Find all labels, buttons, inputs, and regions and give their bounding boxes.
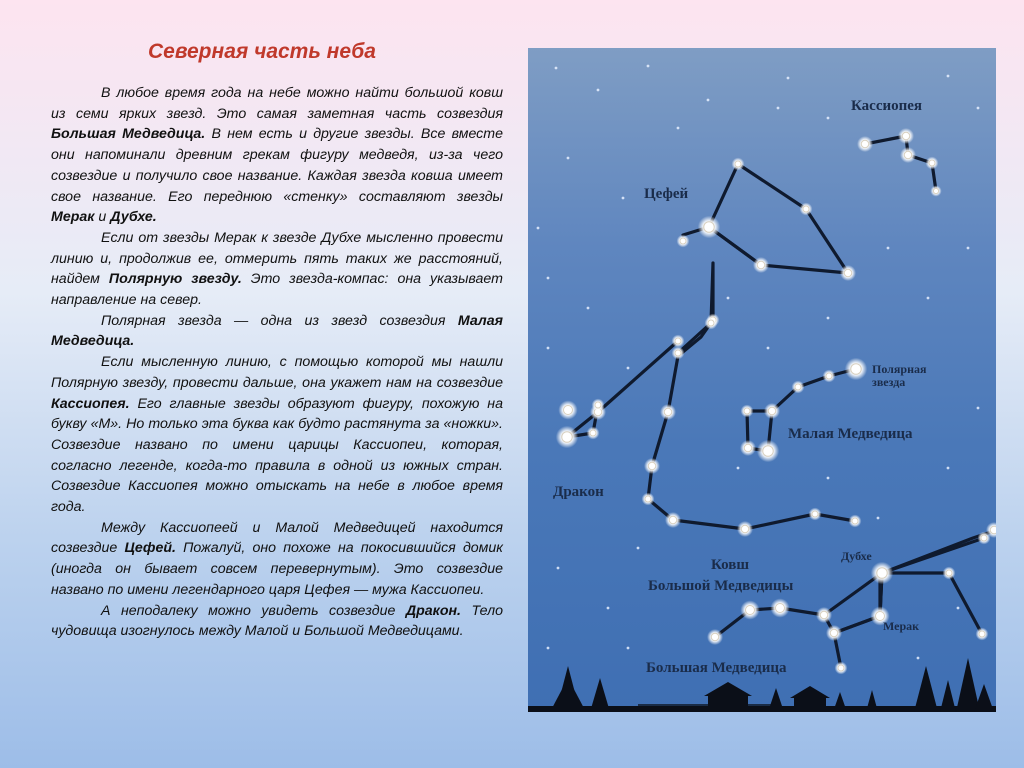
star-core (711, 633, 719, 641)
star-core (803, 206, 809, 212)
star-core (757, 261, 765, 269)
faint-star (557, 567, 560, 570)
text-run: и (94, 209, 111, 226)
star-core (933, 188, 938, 193)
paragraph (51, 311, 503, 352)
star-core (946, 570, 952, 576)
star-core (675, 338, 681, 344)
star-core (595, 402, 601, 408)
ursa-major-front (882, 538, 984, 573)
page-title: Северная часть неба (148, 40, 376, 63)
text-run: Между Кассиопеей и Малой Медведицей находится созвездие (51, 519, 503, 557)
faint-star (647, 65, 650, 68)
star-core (844, 269, 852, 277)
star-core (902, 132, 910, 140)
star-core (704, 222, 715, 233)
bold-term: Малая Медведица. (51, 312, 503, 350)
star-core (904, 151, 912, 159)
star-core (708, 320, 714, 326)
text-run: Его главные звезды образуют фигуру, похожую на букву «М». Но только эта буква как будто растянута за «ножки». Созвездие названо по имени царицы Кассиопеи, которая, согласно легенде, когда-то правила в одной из южных стран. Созвездие Кассиопея можно отыскать на небе в любое время года. (51, 395, 503, 516)
star-core (768, 407, 776, 415)
bold-term: Дубхе. (110, 209, 157, 226)
faint-star (622, 197, 625, 200)
paragraph (51, 601, 503, 642)
draco-head (567, 341, 678, 437)
label-polaris-1: Полярная (872, 362, 927, 376)
star-core (795, 384, 801, 390)
star-core (990, 526, 996, 534)
bold-term: Цефей. (124, 540, 176, 557)
faint-star (947, 75, 950, 78)
star-core (812, 511, 818, 517)
draco-lines (648, 263, 855, 529)
paragraph (51, 228, 503, 311)
faint-star (827, 317, 830, 320)
cassiopeia-lines (865, 136, 936, 191)
faint-star (927, 297, 930, 300)
label-dipper-2: Большой Медведицы (648, 578, 794, 594)
faint-star (627, 647, 630, 650)
text-run: В нем есть и другие звезды. Все вместе они напоминали древним грекам фигуру медведя, из-за чего созвездие и получило свое название. Каждая звезда ковша имеет свое название. Его переднюю «стенку» составляют звезды (51, 126, 503, 205)
faint-star (777, 107, 780, 110)
bold-term: Большая Медведица. (51, 126, 206, 143)
star-core (851, 364, 862, 375)
dipper-bowl (824, 573, 882, 633)
star-map-svg (528, 48, 996, 712)
faint-star (597, 89, 600, 92)
faint-star (957, 607, 960, 610)
label-ursa-major: Большая Медведица (646, 660, 787, 676)
star-core (852, 518, 858, 524)
label-merak: Мерак (883, 619, 920, 633)
text-run: Тело чудовища изогнулось между Малой и Большой Медведицами. (51, 602, 503, 640)
faint-star (677, 127, 680, 130)
faint-star (547, 277, 550, 280)
bold-term: Кассиопея. (51, 395, 130, 412)
faint-star (787, 77, 790, 80)
faint-star (567, 157, 570, 160)
label-dubhe: Дубхе (841, 549, 872, 563)
star-core (741, 525, 749, 533)
faint-star (537, 227, 540, 230)
bold-term: Дракон. (405, 602, 461, 619)
paragraph (51, 83, 503, 228)
text-run: А неподалеку можно увидеть созвездие (101, 602, 406, 619)
star-core (826, 373, 832, 379)
faint-star (947, 467, 950, 470)
faint-star (737, 467, 740, 470)
text-run: Это звезда-компас: она указывает направление на север. (51, 271, 503, 309)
faint-star (977, 107, 980, 110)
star-core (776, 604, 785, 613)
star-core (664, 408, 672, 416)
star-core (763, 446, 774, 457)
star-core (981, 535, 987, 541)
faint-star (547, 347, 550, 350)
faint-star (827, 117, 830, 120)
text-run: Пожалуй, оно похоже на покосившийся домик (иногда он бывает совсем перевернутым). Это созвездие названо по имени легендарного царя Цефея — мужа Кассиопеи. (51, 540, 504, 598)
star-core (562, 432, 573, 443)
text-run: Если мысленную линию, с помощью которой мы нашли Полярную звезду, провести дальше, она укажет нам на созвездие (51, 354, 503, 391)
star-core (861, 140, 869, 148)
faint-star (547, 647, 550, 650)
star-core (680, 238, 686, 244)
star-core (929, 160, 935, 166)
star-core (838, 665, 844, 671)
article-text (51, 83, 503, 642)
text-run: В любое время года на небе можно найти большой ковш из семи ярких звезд. Это самая заметная часть созвездия (51, 85, 503, 122)
label-cepheus: Цефей (644, 186, 689, 202)
faint-star (967, 247, 970, 250)
label-draco: Дракон (553, 484, 604, 500)
faint-star (707, 99, 710, 102)
text-run: Полярная звезда — одна из звезд созвездия (101, 312, 458, 329)
faint-star (977, 407, 980, 410)
faint-star (827, 477, 830, 480)
faint-star (877, 517, 880, 520)
star-core (645, 496, 651, 502)
label-cassiopeia: Кассиопея (851, 98, 923, 114)
star-core (648, 462, 656, 470)
faint-star (607, 607, 610, 610)
faint-star (555, 67, 558, 70)
star-core (735, 161, 741, 167)
label-dipper-1: Ковш (711, 557, 750, 573)
star-core (669, 516, 677, 524)
label-ursa-minor: Малая Медведица (788, 426, 913, 442)
star-core (746, 606, 755, 615)
star-core (675, 350, 681, 356)
star-core (979, 631, 985, 637)
faint-star (587, 307, 590, 310)
text-run: Если от звезды Мерак к звезде Дубхе мысленно провести линию и, продолжив ее, отмерить пять таких же расстояний, найдем (51, 229, 503, 288)
star-core (744, 408, 750, 414)
star-core (877, 568, 888, 579)
paragraph (51, 518, 503, 601)
star-core (564, 406, 573, 415)
faint-star (917, 657, 920, 660)
faint-star (727, 297, 730, 300)
star-core (744, 444, 752, 452)
faint-star (637, 547, 640, 550)
label-polaris-2: звезда (872, 375, 906, 389)
star-core (590, 430, 596, 436)
star-map (528, 48, 996, 712)
bold-term: Мерак (51, 209, 95, 226)
star-core (830, 629, 838, 637)
faint-star (627, 367, 630, 370)
faint-star (887, 247, 890, 250)
star-core (820, 611, 828, 619)
bold-term: Полярную звезду. (108, 271, 242, 288)
faint-star (767, 347, 770, 350)
paragraph (51, 352, 503, 518)
